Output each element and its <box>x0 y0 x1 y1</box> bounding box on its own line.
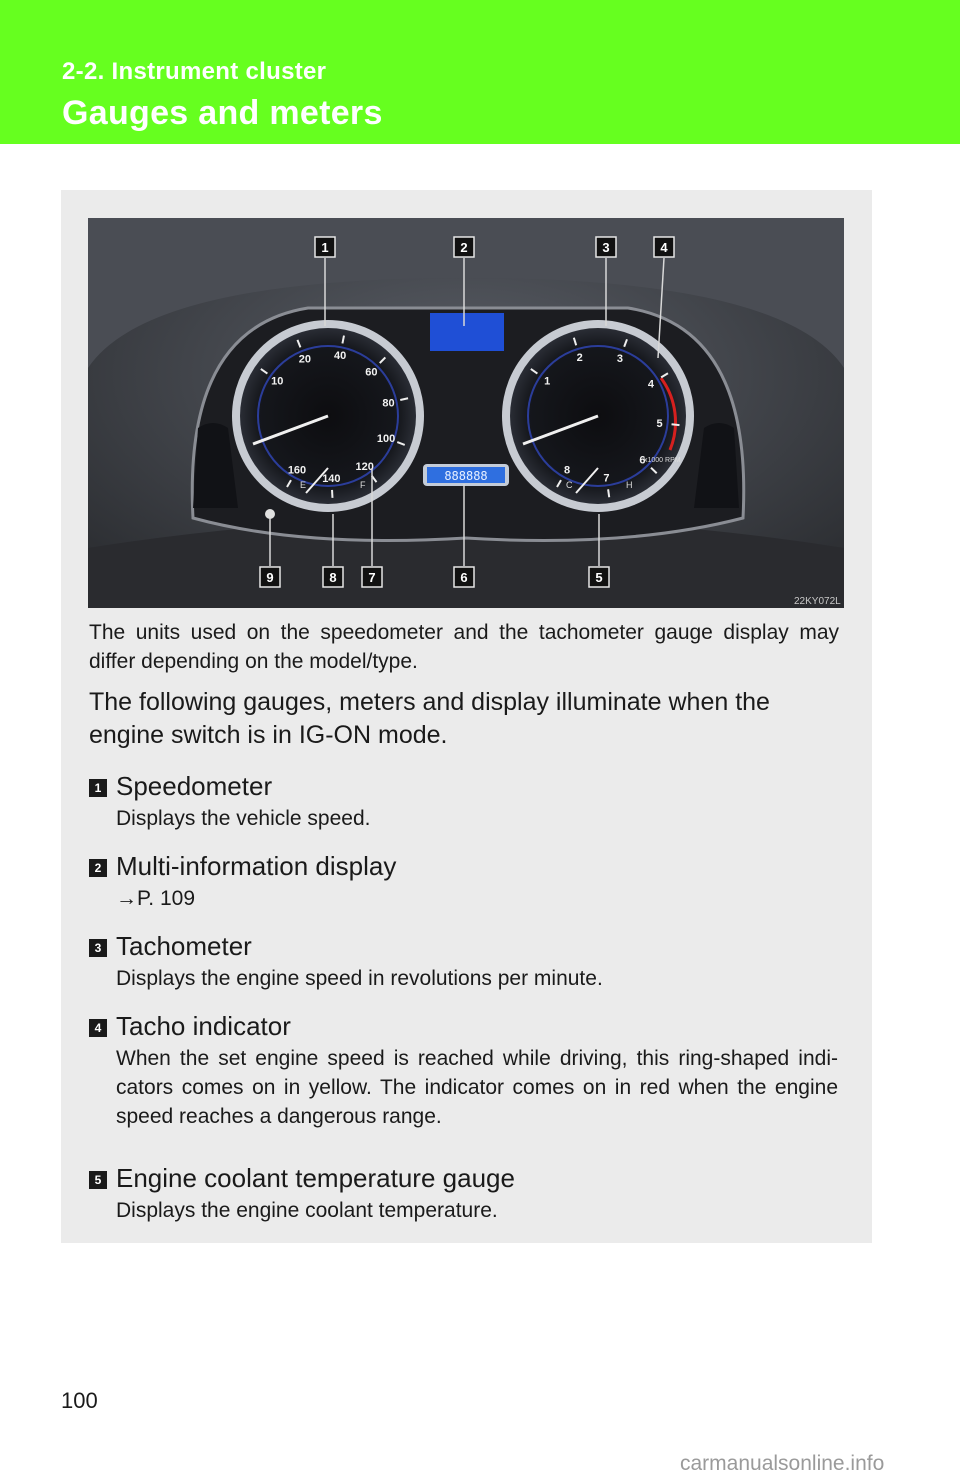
item-number-badge: 5 <box>89 1171 107 1189</box>
item-title: Speedometer <box>116 770 273 801</box>
callout-8 <box>323 567 343 587</box>
item-description: When the set engine speed is reached while driving, this ring-shaped indi-cators comes on in yellow. The indicator comes on in red when the engine speed reaches a dangerous range. <box>116 1047 838 1128</box>
speedometer-tick-label: 40 <box>333 350 347 363</box>
svg-text:4: 4 <box>660 240 668 255</box>
item-number-badge: 3 <box>89 939 107 957</box>
list-item <box>89 1160 841 1240</box>
tachometer-tick <box>608 489 609 497</box>
temp-label-h: H <box>626 480 633 490</box>
callout-2 <box>454 237 474 257</box>
tachometer-tick-label: 6 <box>639 454 646 467</box>
tachometer-tick-label: 8 <box>563 464 571 477</box>
speedometer-tick-label: 10 <box>271 375 284 388</box>
item-title: Engine coolant temperature gauge <box>116 1162 515 1193</box>
tachometer-unit: x1000 RPM <box>644 457 681 464</box>
speedometer-tick-label: 20 <box>298 353 312 366</box>
speedometer-gauge <box>232 320 424 512</box>
svg-text:9: 9 <box>266 570 274 585</box>
callout-7 <box>362 567 382 587</box>
item-description: Displays the engine speed in revolutions per minute. <box>116 967 603 990</box>
speedometer-tick-label: 100 <box>376 432 396 445</box>
tachometer-tick-label: 2 <box>576 351 583 364</box>
figure-code: 22KY072L <box>794 596 841 607</box>
item-title: Multi-information display <box>116 850 397 881</box>
header-bar <box>0 0 960 144</box>
svg-text:8: 8 <box>329 570 337 585</box>
page-number: 100 <box>61 1388 98 1413</box>
speedometer-tick-label: 120 <box>355 460 374 473</box>
multi-information-display <box>430 313 504 351</box>
callout-1 <box>315 237 335 257</box>
callout-9 <box>260 567 280 587</box>
svg-text:2: 2 <box>460 240 468 255</box>
tachometer-tick-label: 7 <box>603 472 610 485</box>
svg-text:6: 6 <box>460 570 468 585</box>
page-reference-link[interactable]: →P. 109 <box>116 887 196 910</box>
callout-3 <box>596 237 616 257</box>
temp-label-c: C <box>566 480 573 490</box>
speedometer-tick-label: 140 <box>322 472 341 485</box>
item-number-badge: 2 <box>89 859 107 877</box>
svg-text:7: 7 <box>368 570 376 585</box>
list-item <box>89 848 841 928</box>
item-description: Displays the engine coolant temperature. <box>116 1199 498 1222</box>
list-item <box>89 768 841 848</box>
item-title: Tachometer <box>116 930 252 961</box>
list-item <box>89 928 841 1008</box>
list-item <box>89 1008 841 1160</box>
svg-text:3: 3 <box>602 240 610 255</box>
callout-4 <box>654 237 674 257</box>
tachometer-tick <box>672 424 680 425</box>
speedometer-tick-label: 80 <box>382 397 395 410</box>
speedometer-tick-label: 160 <box>287 464 307 477</box>
item-number-badge: 1 <box>89 779 107 797</box>
tachometer-tick-label: 5 <box>656 417 663 430</box>
svg-text:5: 5 <box>595 570 603 585</box>
tachometer-tick-label: 3 <box>616 353 623 366</box>
fuel-label-e: E <box>300 480 307 490</box>
callout-6 <box>454 567 474 587</box>
tachometer-tick-label: 4 <box>647 378 654 391</box>
item-title: Tacho indicator <box>116 1010 291 1041</box>
odometer-digits: 888888 <box>444 469 488 483</box>
tachometer-tick-label: 1 <box>544 375 551 388</box>
fuel-label-f: F <box>360 480 366 490</box>
units-note: The units used on the speedometer and the tachometer gauge display may differ depending on the model/type. <box>89 621 839 673</box>
item-number-badge: 4 <box>89 1019 107 1037</box>
watermark: carmanualsonline.info <box>680 1452 885 1475</box>
callout-5 <box>589 567 609 587</box>
speedometer-tick-label: 60 <box>365 366 378 379</box>
instrument-cluster-figure <box>88 218 844 608</box>
section-label: 2-2. Instrument cluster <box>62 58 327 85</box>
intro-paragraph: The following gauges, meters and display illuminate when the engine switch is in IG-ON mode. <box>89 688 770 749</box>
tachometer-gauge <box>502 320 694 512</box>
svg-text:1: 1 <box>321 240 329 255</box>
warning-lamp <box>265 509 275 519</box>
page-title: Gauges and meters <box>62 94 383 132</box>
instrument-cluster-illustration <box>88 218 844 608</box>
item-description: Displays the vehicle speed. <box>116 807 371 830</box>
gauge-list <box>89 768 841 1240</box>
